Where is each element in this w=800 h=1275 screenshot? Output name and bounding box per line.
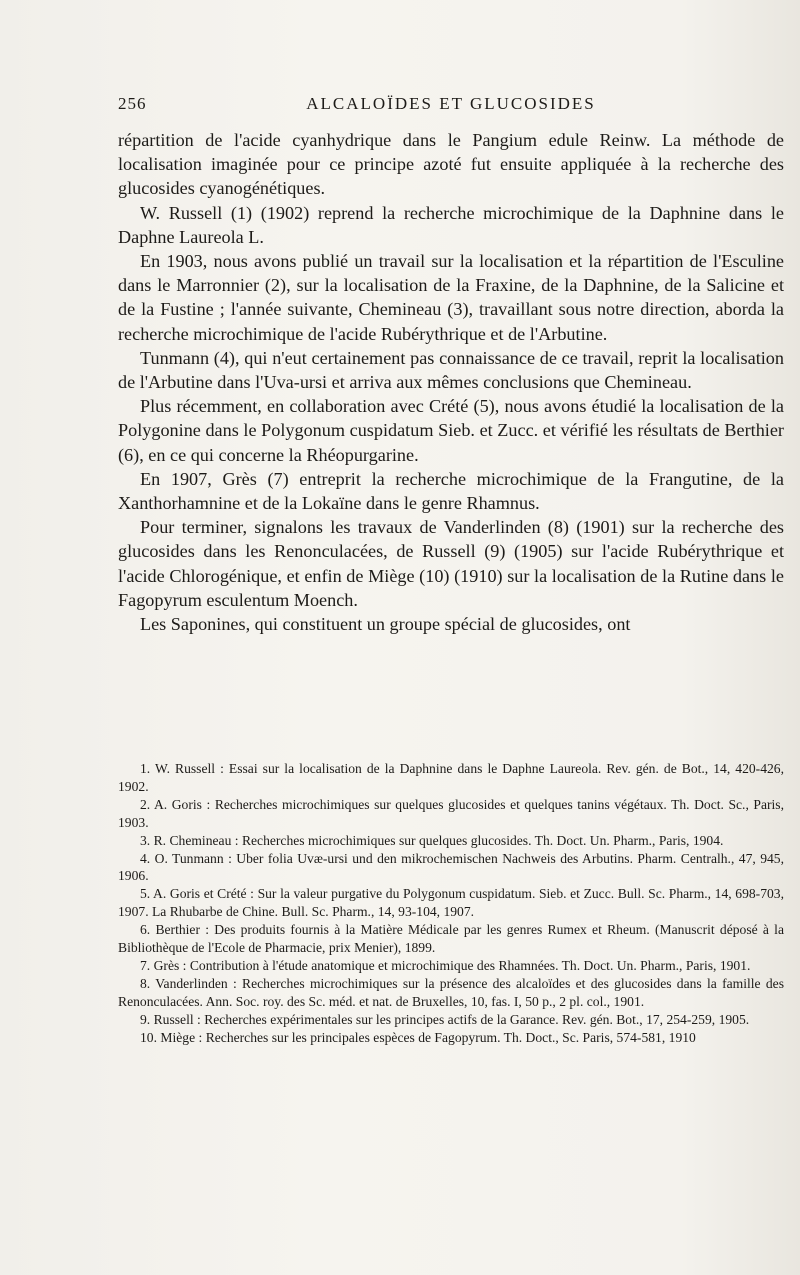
paragraph-5: Plus récemment, en collaboration avec Crété (5), nous avons étudié la localisation de la Polygonine dans le Polygonum cuspidatum Sieb. et Zucc. et vérifié les résultats de Berthier (6), en ce qui concerne la Rhéopurgarine. [118,396,784,465]
page-number: 256 [118,94,147,113]
paragraph-8: Les Saponines, qui constituent un groupe spécial de glucosides, ont [140,614,631,635]
paragraph-3: En 1903, nous avons publié un travail sur la localisation et la répartition de l'Esculine dans le Marronnier (2), sur la localisation de la Fraxine, de la Daphnine, de la Salicine et de la Fustine ; l'année suivante, Chemineau (3), travaillant sous notre direction, aborda la recherche microchimique de l'acide Rubérythrique et de l'Arbutine. [118,251,784,344]
footnote-9: 9. Russell : Recherches expérimentales sur les principes actifs de la Garance. Rev. gén. Bot., 17, 254-259, 1905. [140,1011,750,1027]
paragraph-1: répartition de l'acide cyanhydrique dans le Pangium edule Reinw. La méthode de localisation imaginée pour ce principe azoté fut ensuite appliquée à la recherche des glucosides cyanogénétiques. [118,130,784,199]
body-text [118,128,784,636]
paragraph-2: W. Russell (1) (1902) reprend la recherche microchimique de la Daphnine dans le Daphne Laureola L. [118,202,784,247]
footnote-3: 3. R. Chemineau : Recherches microchimiques sur quelques glucosides. Th. Doct. Un. Pharm., Paris, 1904. [140,832,724,848]
footnote-4: 4. O. Tunmann : Uber folia Uvæ-ursi und den mikrochemischen Nachweis des Arbutins. Pharm. Centralh., 47, 945, 1906. [118,850,784,884]
footnote-2: 2. A. Goris : Recherches microchimiques sur quelques glucosides et quelques tanins végétaux. Th. Doct. Sc., Paris, 1903. [118,796,784,830]
footnote-1: 1. W. Russell : Essai sur la localisation de la Daphnine dans le Daphne Laureola. Rev. gén. de Bot., 14, 420-426, 1902. [118,761,784,794]
footnote-5: 5. A. Goris et Crété : Sur la valeur purgative du Polygonum cuspidatum. Sieb. et Zucc. Bull. Sc. Pharm., 14, 698-703, 1907. La Rhubarbe de Chine. Bull. Sc. Pharm., 14, 93-104, 1907. [118,886,784,920]
paragraph-7: Pour terminer, signalons les travaux de Vanderlinden (8) (1901) sur la recherche des glucosides dans les Renonculacées, de Russell (9) (1905) sur l'acide Rubérythrique et l'acide Chlorogénique, et enfin de Miège (10) (1910) sur la localisation de la Rutine dans le Fagopyrum esculentum Moench. [118,517,784,610]
footnote-6: 6. Berthier : Des produits fournis à la Matière Médicale par les genres Rumex et Rheum. (Manuscrit déposé à la Bibliothèque de l'Ecole de Pharmacie, prix Menier), 1899. [118,922,784,956]
footnotes [118,760,784,1047]
footnote-10: 10. Miège : Recherches sur les principales espèces de Fagopyrum. Th. Doct., Sc. Paris, 574-581, 1910 [140,1029,696,1045]
footnote-7: 7. Grès : Contribution à l'étude anatomique et microchimique des Rhamnées. Th. Doct. Un. Pharm., Paris, 1901. [140,957,751,973]
paragraph-4: Tunmann (4), qui n'eut certainement pas connaissance de ce travail, reprit la localisation de l'Arbutine dans l'Uva-ursi et arriva aux mêmes conclusions que Chemineau. [118,347,784,393]
running-title: ALCALOÏDES ET GLUCOSIDES [306,94,596,113]
footnote-8: 8. Vanderlinden : Recherches microchimiques sur la présence des alcaloïdes et des glucosides dans la famille des Renonculacées. Ann. Soc. roy. des Sc. méd. et nat. de Bruxelles, 10, fas. I, 50 p., 2 pl. col., 1901. [118,975,784,1009]
paragraph-6: En 1907, Grès (7) entreprit la recherche microchimique de la Frangutine, de la Xanthorhamnine et de la Lokaïne dans le genre Rhamnus. [118,468,784,514]
